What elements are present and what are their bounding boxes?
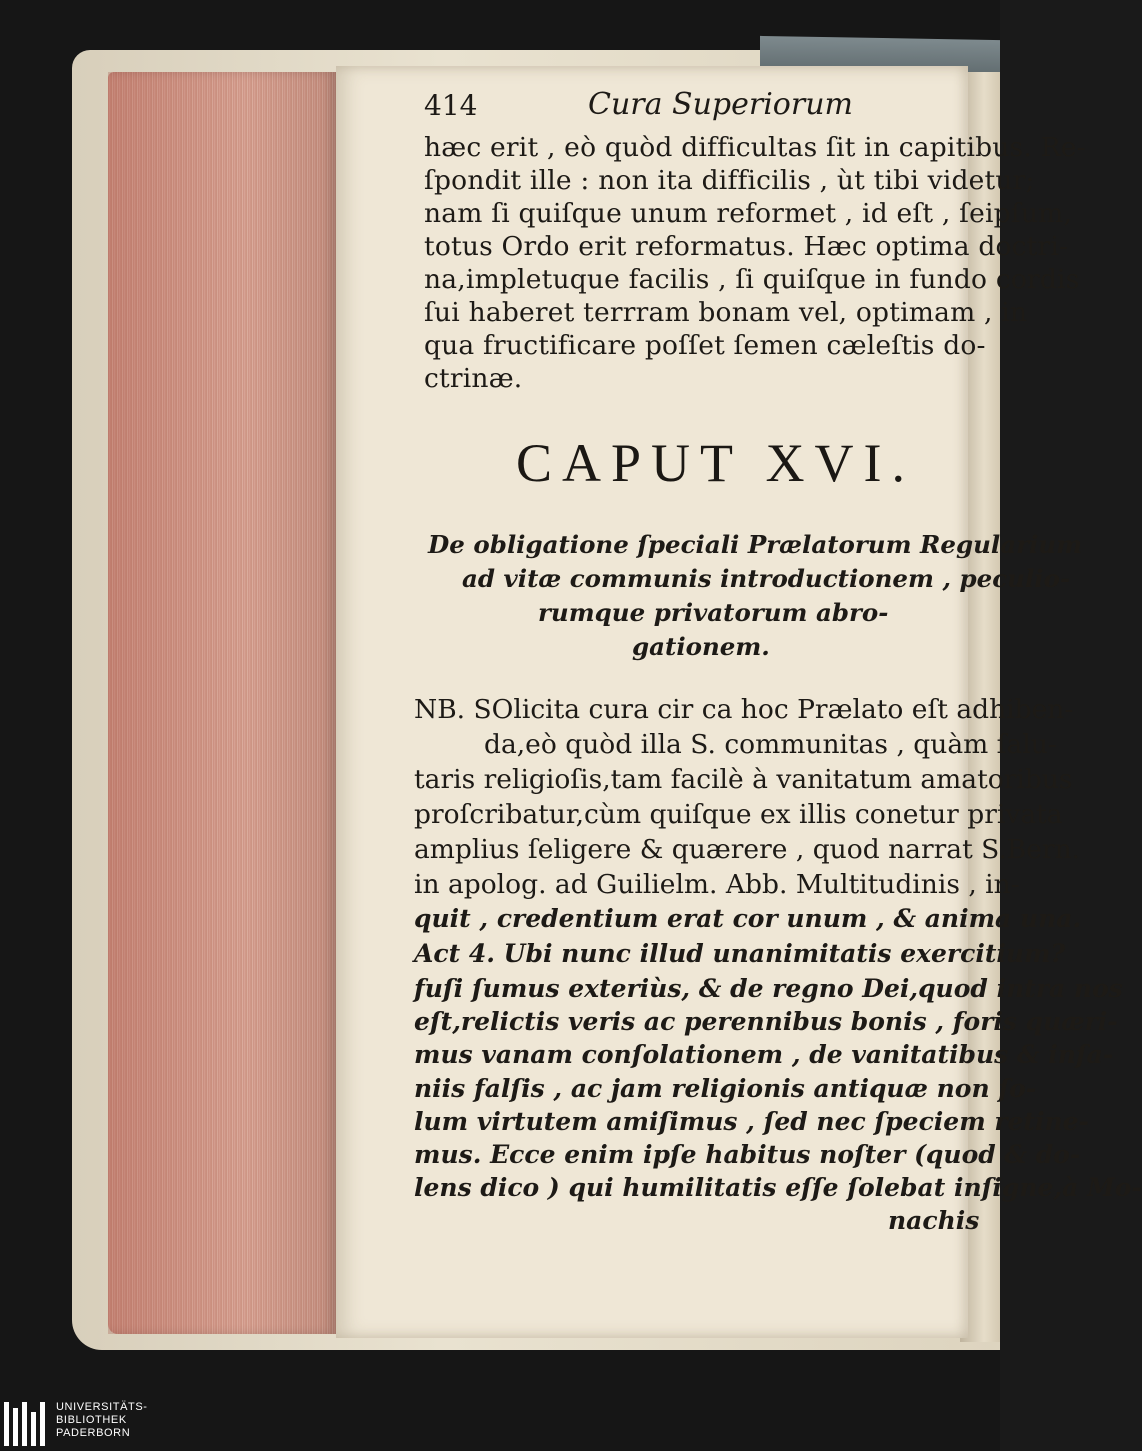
- text-line: totus Ordo erit reformatus. Hæc optima doctri-: [424, 231, 1069, 262]
- library-name: [56, 1401, 148, 1440]
- text-line: in apolog. ad Guilielm. Abb. Multitudinis , in-: [414, 869, 1020, 900]
- text-line: na,impletuque facilis , ſi quiſque in fundo cordis: [424, 264, 1080, 295]
- text-line: ſpondit ille : non ita difficilis , ùt tibi videtur;: [424, 165, 1035, 196]
- text-line: qua fructificare poſſet ſemen cæleſtis do-: [424, 330, 986, 361]
- library-name-line: BIBLIOTHEK: [56, 1414, 127, 1426]
- chapter-subtitle-line: rumque privatorum abro-: [538, 598, 889, 627]
- library-name-line: PADERBORN: [56, 1427, 131, 1439]
- quote-line: Act 4. Ubi nunc illud unanimitatis exercitium?: [414, 939, 1066, 968]
- chapter-subtitle-line: ad vitæ communis introductionem , peculio-: [462, 564, 1071, 593]
- page-number: 414: [424, 89, 478, 122]
- text-line: hæc erit , eò quòd difficultas ſit in capitibus. Re-: [424, 132, 1086, 163]
- text-line: taris religioſis,tam facilè à vanitatum amatoribus: [414, 764, 1073, 795]
- text-line: amplius ſeligere & quærere , quod narrat S.Bern.: [414, 834, 1081, 865]
- text-line: ctrinæ.: [424, 363, 523, 394]
- catchword: nachis: [888, 1206, 980, 1235]
- quote-line: mus. Ecce enim ipſe habitus noſter (quod & do-: [414, 1140, 1081, 1169]
- library-bars-icon: [4, 1402, 52, 1446]
- chapter-subtitle-line: gationem.: [632, 632, 770, 661]
- library-name-line: UNIVERSITÄTS-: [56, 1401, 148, 1413]
- text-line: nam ſi quiſque unum reformet , id eſt , ſeipſum,: [424, 198, 1073, 229]
- quote-line: mus vanam conſolationem , de vanitatibus & inſa-: [414, 1040, 1114, 1069]
- quote-line: eſt,relictis veris ac perennibus bonis , foris quæri-: [414, 1007, 1118, 1036]
- quote-line: lum virtutem amiſimus , ſed nec ſpeciem retine-: [414, 1107, 1089, 1136]
- running-title: Cura Superiorum: [588, 87, 853, 122]
- text-line: NB. SOlicita cura cir ca hoc Prælato eſt adhiben-: [414, 694, 1074, 725]
- text-line: proſcribatur,cùm quiſque ex illis conetur privata: [414, 799, 1063, 830]
- text-line: da,eò quòd illa S. communitas , quàm ſalu-: [484, 729, 1057, 760]
- chapter-heading: CAPUT XVI.: [516, 433, 916, 493]
- chapter-subtitle-line: De obligatione ſpeciali Prælatorum Regularium: [428, 530, 1083, 559]
- quote-line: fuſi ſumus exteriùs, & de regno Dei,quod intra nos: [414, 974, 1123, 1003]
- quote-line: lens dico ) qui humilitatis eſſe ſolebat inſigne,à Mo-: [414, 1173, 1142, 1202]
- text-line: ſui haberet terrram bonam vel, optimam , in: [424, 297, 1028, 328]
- library-logo: [0, 1398, 200, 1451]
- quote-line: quit , credentium erat cor unum , & anima una.: [414, 904, 1082, 933]
- quote-line: niis falſis , ac jam religionis antiquæ non ſo-: [414, 1074, 1037, 1103]
- page-fore-edge: [108, 72, 338, 1334]
